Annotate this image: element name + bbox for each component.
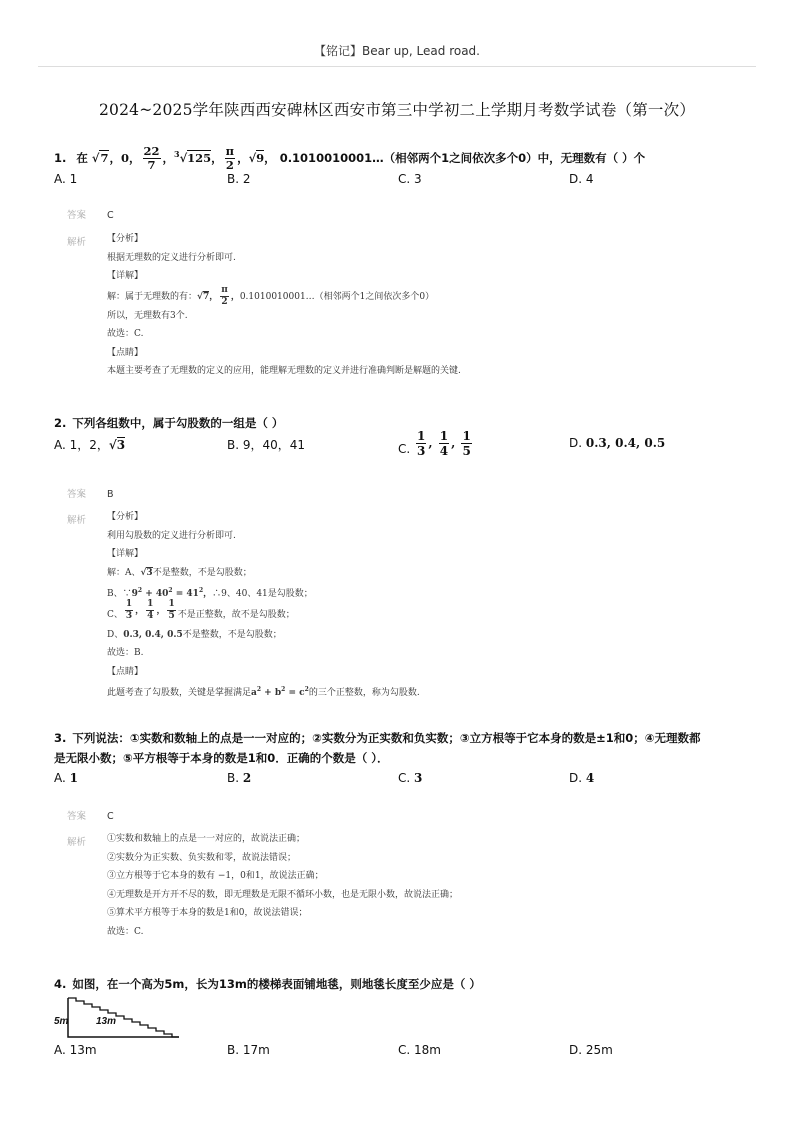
q3-option-a[interactable]: A. 1 — [54, 771, 78, 785]
q2-answer: 答案 B — [67, 489, 114, 500]
q4-option-c[interactable]: C. 18m — [398, 1043, 441, 1057]
question-1-options — [54, 172, 754, 194]
header-motto: 【铭记】Bear up, Lead road. — [313, 44, 480, 58]
q4-option-b[interactable]: B. 17m — [227, 1043, 270, 1057]
q2-option-c[interactable]: C. $\frac{1}{3}$ , $\frac{1}{4}$ , $\frac{1}{5}$ — [398, 429, 471, 458]
figure-length-label: 13m — [96, 1016, 117, 1027]
q1-option-d[interactable]: D. 4 — [569, 172, 594, 186]
question-2-options — [54, 429, 754, 458]
staircase-steps — [68, 998, 179, 1037]
q3-option-b[interactable]: B. 2 — [227, 771, 252, 785]
q3-explain-label: 解析 — [67, 837, 87, 848]
q1-answer: 答案 C — [67, 210, 114, 221]
question-2-stem: 2. 下列各组数中，属于勾股数的一组是（ ） — [54, 416, 284, 430]
q3-option-d[interactable]: D. 4 — [569, 771, 595, 785]
q3-answer: 答案 C — [67, 811, 114, 822]
q2-option-a[interactable]: A. 1，2，√3 — [54, 438, 126, 452]
figure-height-label: 5m — [54, 1016, 69, 1027]
q1-option-c[interactable]: C. 3 — [398, 172, 422, 186]
question-4-options — [54, 1043, 754, 1065]
question-4-stem: 4. 如图，在一个高为5m，长为13m的楼梯表面铺地毯，则地毯长度至少应是（ ） — [54, 977, 481, 991]
staircase-figure — [54, 994, 184, 1040]
q1-explanation: 【分析】 根据无理数的定义进行分析即可. 【详解】 解：属于无理数的有：√7， $\frac{\pi}{2}$ ，0.1010010001…（相邻两个1之间依次多个0） 所以，无理数有3个. 故选：C. 【点睛】 本题主要考查了无理数的定义的应用，能理解无理数的定义并进行准确判断是解题的关键. — [107, 234, 461, 376]
page-title: 2024~2025学年陕西西安碑林区西安市第三中学初二上学期月考数学试卷（第一次） — [98, 101, 696, 119]
header-divider — [38, 66, 756, 67]
q3-option-c[interactable]: C. 3 — [398, 771, 423, 785]
q2-explanation: 【分析】 利用勾股数的定义进行分析即可. 【详解】 解：A、√3不是整数，不是勾股数； B、$\because 9^2 + 40^2 = 41^2$，∴9、40、41是勾股数； C、 $\frac{1}{3}$ ， $\frac{1}{4}$ ， $\frac{1}{5}$ 不是正整数，故不是勾股数； D、0.3, 0.4, 0.5不是整数，不是勾股数； 故选：B. 【点睛】 此题考查了勾股数，关键是掌握满足$a^2 + b^2 = c^2$的三个正整数，称为勾股数. — [107, 512, 420, 698]
q3-explanation: ①实数和数轴上的点是一一对应的，故说法正确； ②实数分为正实数、负实数和零，故说法错误； ③立方根等于它本身的数有 −1，0和1，故说法正确； ④无理数是开方开不尽的数，即无理数是无限不循环小数，也是无限小数，故说法正确； ⑤算术平方根等于本身的数是1和0，故说法错误； 故选：C. — [107, 834, 459, 937]
q1-option-a[interactable]: A. 1 — [54, 172, 78, 186]
q1-explain-label: 解析 — [67, 237, 87, 248]
q2-option-d[interactable]: D. 0.3, 0.4, 0.5 — [569, 436, 666, 450]
question-1-stem: 1. 在 √7，0， $\frac{22}{7}$ ，$^3$√125， $\frac{\pi}{2}$ ，√9， 0.1010010001…（相邻两个1之间依次多个0）中，无理数有（ ）个 — [54, 143, 646, 173]
q2-explain-label: 解析 — [67, 515, 87, 526]
q2-option-b[interactable]: B. 9，40，41 — [227, 438, 306, 452]
q4-option-d[interactable]: D. 25m — [569, 1043, 613, 1057]
question-3-stem: 3. 下列说法：①实数和数轴上的点是一一对应的；②实数分为正实数和负实数；③立方根等于它本身的数是±1和0；④无理数都 是无限小数；⑤平方根等于本身的数是1和0．正确的个数是（ ）． — [54, 731, 701, 765]
q4-option-a[interactable]: A. 13m — [54, 1043, 97, 1057]
q1-option-b[interactable]: B. 2 — [227, 172, 251, 186]
question-3-options — [54, 771, 754, 793]
